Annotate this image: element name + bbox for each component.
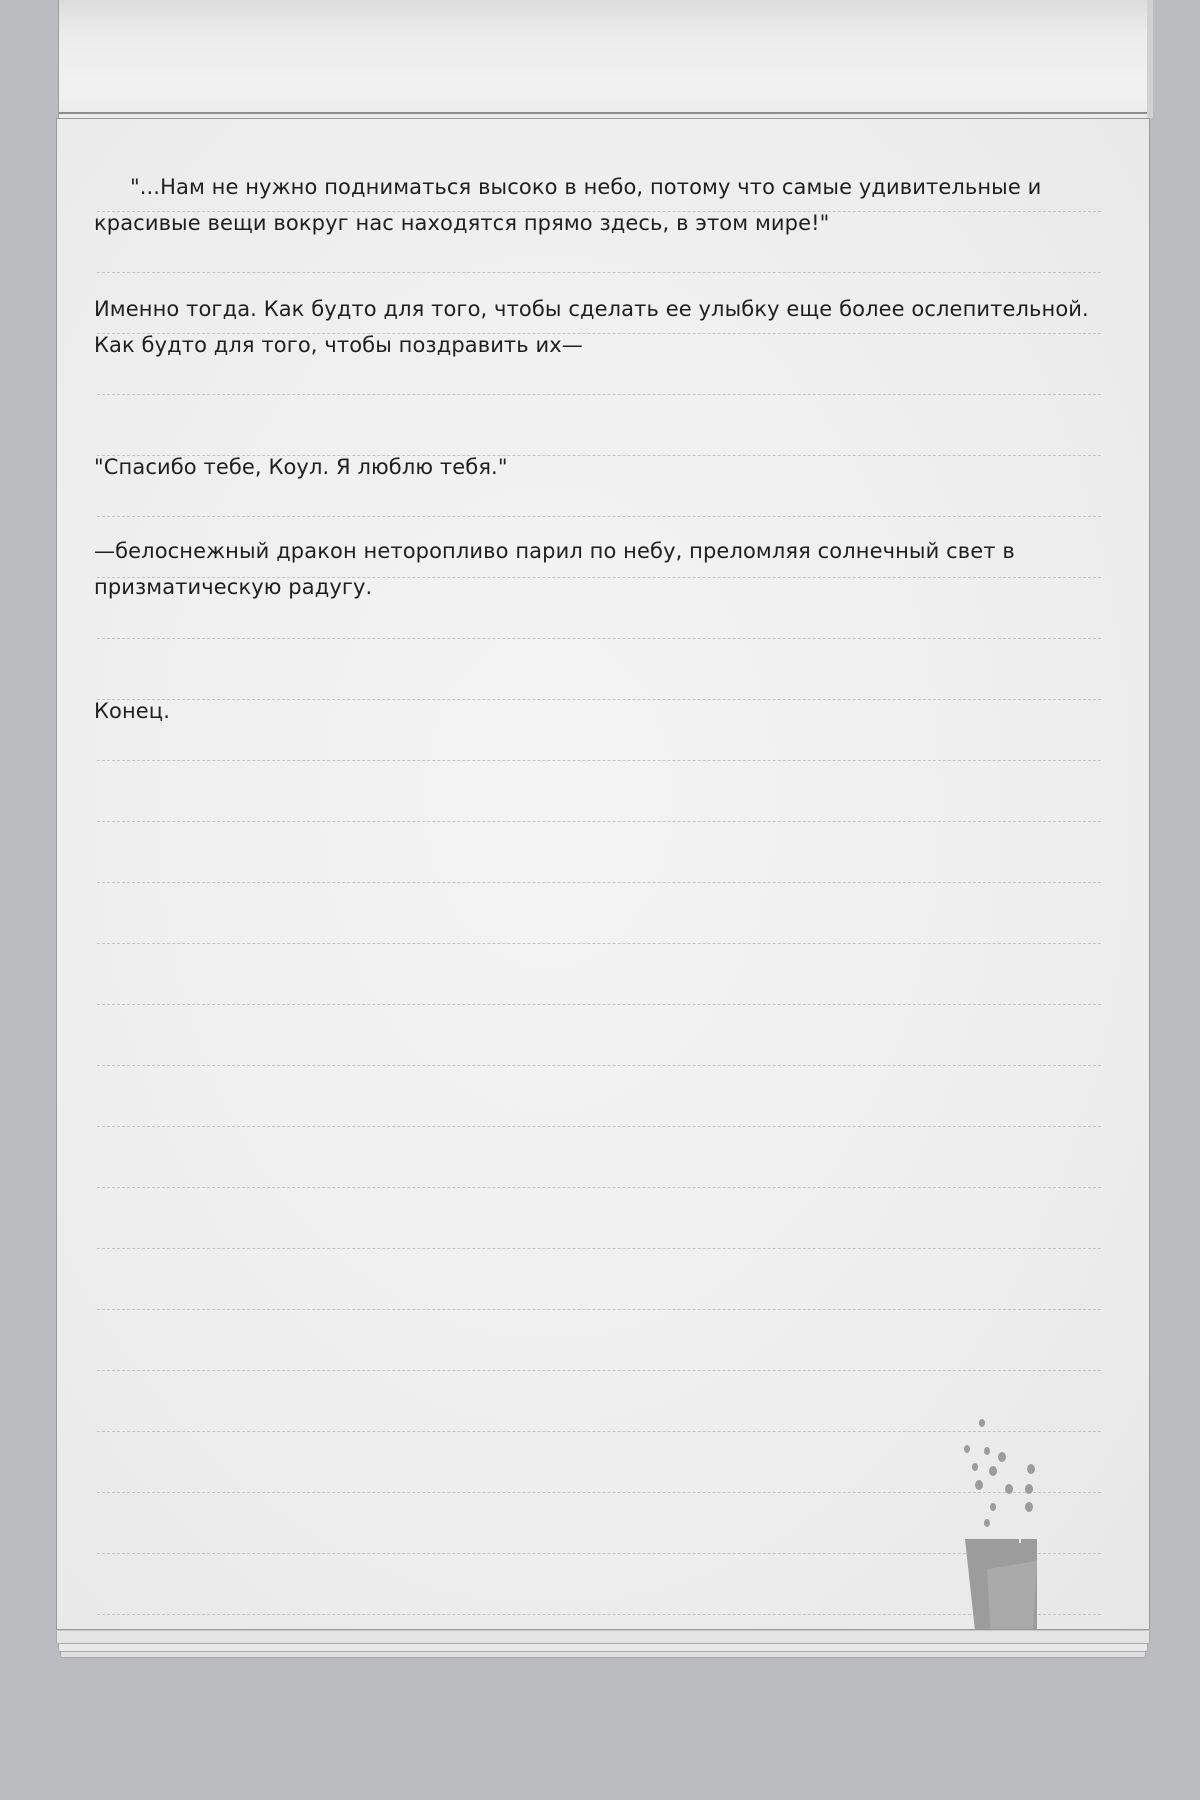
ruled-line <box>97 1187 1101 1188</box>
ruled-line <box>97 943 1101 944</box>
fold-crease <box>59 112 1149 114</box>
ruled-line <box>97 821 1101 822</box>
paragraph-5: Конец. <box>94 699 170 723</box>
ruled-line <box>97 1126 1101 1127</box>
notepad-binding <box>58 0 1150 118</box>
ruled-line <box>97 1004 1101 1005</box>
ruled-line <box>97 638 1101 639</box>
paragraph-2: Именно тогда. Как будто для того, чтобы сделать ее улыбку еще более ослепительной. Как будто для того, чтобы поздравить их— <box>94 297 1089 357</box>
ruled-line <box>97 516 1101 517</box>
ruled-line <box>97 1248 1101 1249</box>
coffee-cup-icon <box>887 1299 1037 1630</box>
paragraph-3: "Спасибо тебе, Коул. Я люблю тебя." <box>94 455 508 479</box>
ruled-line <box>97 882 1101 883</box>
paragraph-1: "...Нам не нужно подниматься высоко в небо, потому что самые удивительные и красивые вещи вокруг нас находятся прямо здесь, в этом мире!" <box>94 175 1042 235</box>
ruled-line <box>97 272 1101 273</box>
notepad-page <box>56 118 1150 1630</box>
page-edge <box>1147 0 1153 118</box>
ruled-line <box>97 760 1101 761</box>
ruled-line <box>97 1065 1101 1066</box>
paragraph-4: —белоснежный дракон неторопливо парил по небу, преломляя солнечный свет в призматическую радугу. <box>94 539 1015 599</box>
ruled-line <box>97 394 1101 395</box>
